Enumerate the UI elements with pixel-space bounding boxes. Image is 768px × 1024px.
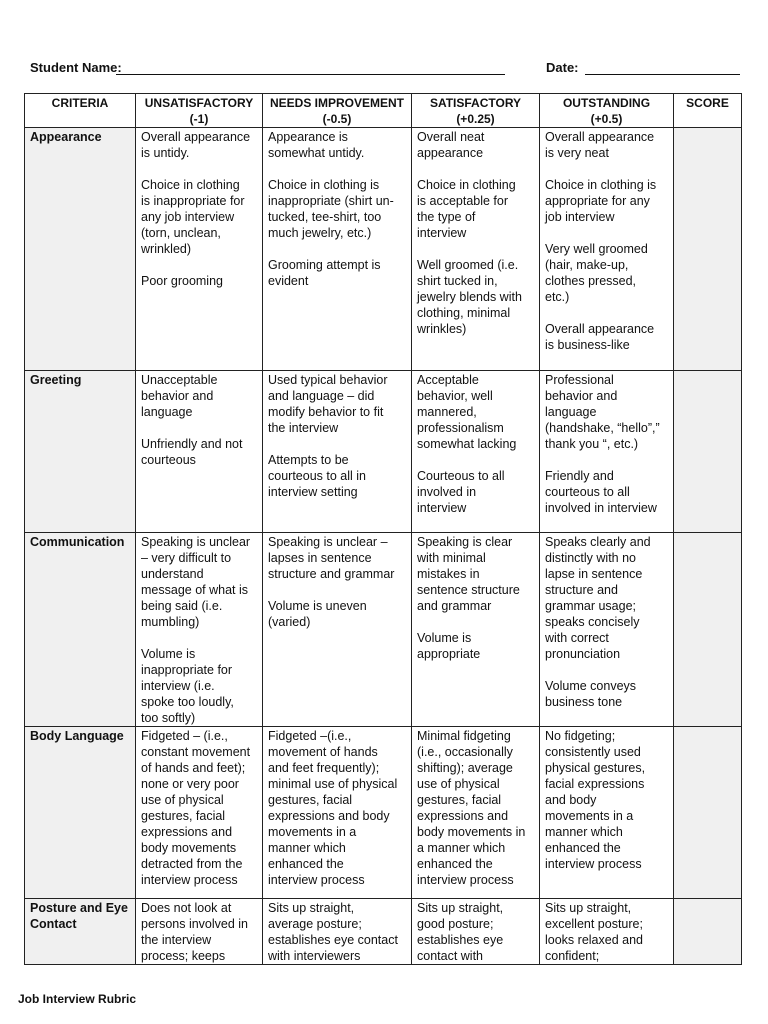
column-header [136,94,263,128]
date-line[interactable] [585,74,740,75]
score-cell[interactable] [674,533,742,727]
criteria-cell [25,128,136,371]
rating-text: Acceptable behavior, well mannered, professionalism somewhat lacking [417,373,517,451]
rating-text: Fidgeted – (i.e., constant movement of hands and feet); none or very poor use of physical gestures, facial expressions and body movements detracted from the interview process [141,729,251,887]
rubric-row [25,727,742,899]
rating-text: Fidgeted –(i.e., movement of hands and feet frequently); minimal use of physical gestures, facial expressions and body movements in a manner which enhanced the interview process [268,729,398,887]
criteria-cell [25,371,136,533]
student-name-label: Student Name: [30,60,122,75]
rating-text: Overall appearance is untidy. [141,130,251,160]
rating-text: Well groomed (i.e. shirt tucked in, jewelry blends with clothing, minimal wrinkles) [417,258,522,336]
criteria-label: Communication [30,535,125,549]
rating-cell [136,128,263,371]
rating-text: Speaking is unclear – lapses in sentence structure and grammar [268,535,395,581]
rating-text: Volume is uneven (varied) [268,599,367,629]
column-points: (-1) [189,112,209,126]
rating-text: Choice in clothing is appropriate for any job interview [545,178,657,224]
rating-text: Sits up straight, average posture; establishes eye contact with interviewers [268,901,398,963]
column-header [674,94,742,128]
rating-text: Appearance is somewhat untidy. [268,130,365,160]
rubric-row [25,371,742,533]
criteria-label: Greeting [30,373,82,387]
rating-text: Poor grooming [141,274,223,288]
rating-text: Volume is inappropriate for interview (i.e. spoke too loudly, too softly) [141,647,234,725]
criteria-label: Posture and Eye Contact [30,901,128,931]
column-title: NEEDS IMPROVEMENT [269,96,404,110]
score-cell[interactable] [674,899,742,965]
rating-text: Overall appearance is very neat [545,130,655,160]
rating-text: Professional behavior and language (handshake, “hello”,” thank you “, etc.) [545,373,660,451]
rating-text: No fidgeting; consistently used physical gestures, facial expressions and body movements in a manner which enhanced the interview process [545,729,646,871]
rating-text: Unacceptable behavior and language [141,373,218,419]
rating-text: Speaks clearly and distinctly with no lapse in sentence structure and grammar usage; speaks concisely with correct pronunciation [545,535,651,661]
rating-text: Attempts to be courteous to all in interview setting [268,453,366,499]
rating-cell [412,899,540,965]
score-cell[interactable] [674,371,742,533]
column-header [412,94,540,128]
column-title: UNSATISFACTORY [144,96,254,110]
header-row [25,94,742,128]
rating-cell [263,533,412,727]
rubric-row [25,899,742,965]
rating-cell [540,371,674,533]
rating-cell [412,128,540,371]
rating-cell [136,371,263,533]
date-label: Date: [546,60,579,75]
rating-text: Courteous to all involved in interview [417,469,505,515]
column-header [25,94,136,128]
rating-text: Choice in clothing is inappropriate (shirt un- tucked, tee-shirt, too much jewelry, etc.) [268,178,394,240]
rubric-table [24,93,742,965]
rating-text: Used typical behavior and language – did modify behavior to fit the interview [268,373,388,435]
rating-text: Sits up straight, excellent posture; looks relaxed and confident; [545,901,643,963]
column-title: SATISFACTORY [429,96,522,110]
rating-cell [136,533,263,727]
column-points: (-0.5) [322,112,352,126]
rating-text: Volume conveys business tone [545,679,637,709]
rating-text: Volume is appropriate [417,631,481,661]
rating-text: Overall neat appearance [417,130,485,160]
rating-text: Unfriendly and not courteous [141,437,243,467]
rating-cell [263,371,412,533]
rating-text: Speaking is unclear – very difficult to understand message of what is being said (i.e. mumbling) [141,535,251,629]
rating-cell [412,371,540,533]
rating-cell [540,128,674,371]
rating-text: Friendly and courteous to all involved in interview [545,469,657,515]
footer-title: Job Interview Rubric [18,992,137,1006]
column-points: (+0.5) [590,112,623,126]
rating-cell [136,727,263,899]
rating-cell [412,533,540,727]
rating-cell [540,533,674,727]
student-name-line[interactable] [116,74,505,75]
rubric-row [25,128,742,371]
column-header [263,94,412,128]
criteria-cell [25,899,136,965]
rating-text: Does not look at persons involved in the interview process; keeps [141,901,249,963]
criteria-cell [25,727,136,899]
rating-cell [540,727,674,899]
column-title: SCORE [686,96,729,110]
score-cell[interactable] [674,727,742,899]
rating-text: Minimal fidgeting (i.e., occasionally shifting); average use of physical gestures, facial expressions and body movements in a manner which enhanced the interview process [417,729,526,887]
rating-cell [263,727,412,899]
rating-cell [263,128,412,371]
rating-cell [263,899,412,965]
rating-cell [136,899,263,965]
rubric-row [25,533,742,727]
rating-text: Choice in clothing is inappropriate for any job interview (torn, unclean, wrinkled) [141,178,245,256]
score-cell[interactable] [674,128,742,371]
rating-text: Very well groomed (hair, make-up, clothes pressed, etc.) [545,242,648,304]
criteria-label: Appearance [30,130,102,144]
column-header [540,94,674,128]
rating-text: Sits up straight, good posture; establishes eye contact with [417,901,504,963]
rating-text: Speaking is clear with minimal mistakes in sentence structure and grammar [417,535,520,613]
criteria-label: Body Language [30,729,124,743]
rating-cell [540,899,674,965]
rating-text: Grooming attempt is evident [268,258,381,288]
column-title: OUTSTANDING [562,96,651,110]
column-points: (+0.25) [456,112,495,126]
column-title: CRITERIA [51,96,109,110]
rating-text: Overall appearance is business-like [545,322,655,352]
rating-text: Choice in clothing is acceptable for the type of interview [417,178,516,240]
criteria-cell [25,533,136,727]
rating-cell [412,727,540,899]
